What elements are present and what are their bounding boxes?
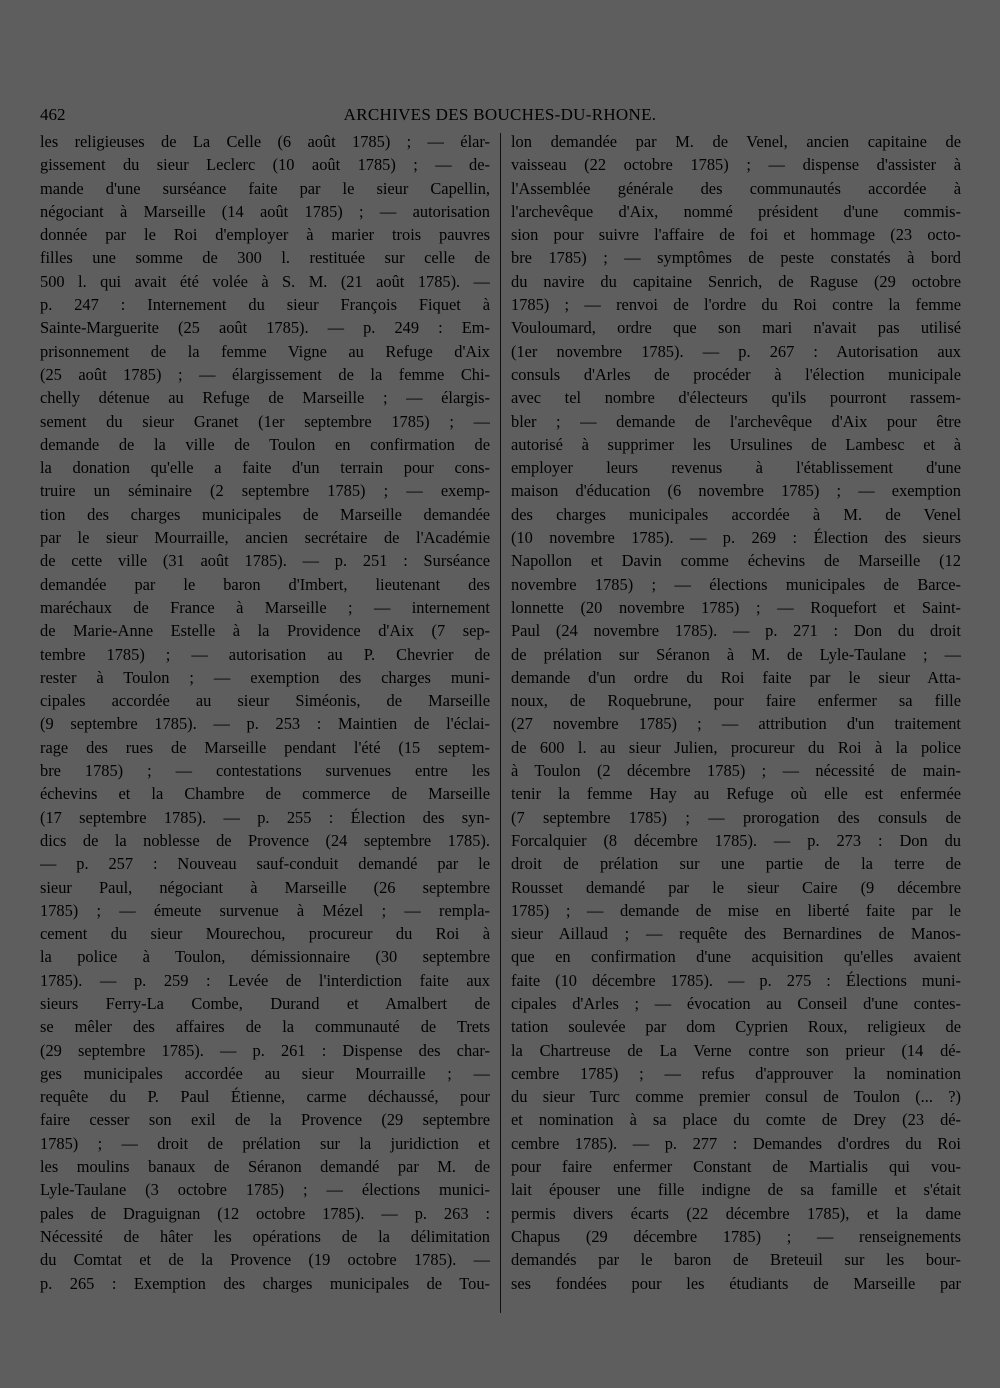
- text-line: gissement du sieur Leclerc (10 août 1785) ; — de-: [40, 155, 490, 175]
- text-line: à Toulon (2 décembre 1785) ; — nécessité de main-: [511, 761, 961, 781]
- text-line: bler ; — demande de l'archevêque d'Aix pour être: [511, 411, 961, 431]
- left-column: [40, 130, 490, 1295]
- text-line: droit de prélation sur une partie de la terre de: [511, 854, 961, 874]
- text-line: rester à Toulon ; — exemption des charges muni-: [40, 667, 490, 687]
- text-line: (1er novembre 1785). — p. 267 : Autorisation aux: [511, 341, 961, 361]
- text-line: demandée par le baron d'Imbert, lieutenant des: [40, 574, 490, 594]
- text-line: cement du sieur Mourechou, procureur du Roi à: [40, 924, 490, 944]
- text-line: cembre 1785) ; — refus d'approuver la nomination: [511, 1063, 961, 1083]
- text-line: truire un séminaire (2 septembre 1785) ; — exemp-: [40, 481, 490, 501]
- text-line: du Comtat et de la Provence (19 octobre 1785). —: [40, 1250, 490, 1270]
- page-header: [0, 101, 1000, 131]
- text-line: la donation qu'elle a faite d'un terrain pour cons-: [40, 458, 490, 478]
- text-line: du navire du capitaine Senrich, de Raguse (29 octobre: [511, 271, 961, 291]
- text-line: mande d'une surséance faite par le sieur Capellin,: [40, 178, 490, 198]
- text-line: (27 novembre 1785) ; — attribution d'un traitement: [511, 714, 961, 734]
- right-column: [511, 130, 961, 1295]
- text-line: pour faire enfermer Constant de Martialis qui vou-: [511, 1157, 961, 1177]
- text-line: ses fondées pour les étudiants de Marseille par: [511, 1273, 961, 1293]
- text-line: maison d'éducation (6 novembre 1785) ; — exemption: [511, 481, 961, 501]
- text-line: 1785) ; — émeute survenue à Mézel ; — rempla-: [40, 900, 490, 920]
- text-line: filles une somme de 300 l. restituée sur celle de: [40, 248, 490, 268]
- text-line: la Chartreuse de La Verne contre son prieur (14 dé-: [511, 1040, 961, 1060]
- text-line: sement du sieur Granet (1er septembre 1785) ; —: [40, 411, 490, 431]
- text-line: échevins et la Chambre de commerce de Marseille: [40, 784, 490, 804]
- text-line: Napollon et Davin comme échevins de Marseille (12: [511, 551, 961, 571]
- text-line: demandés par le baron de Breteuil sur les bour-: [511, 1250, 961, 1270]
- text-line: tation soulevée par dom Cyprien Roux, religieux de: [511, 1017, 961, 1037]
- text-line: permis divers écarts (22 décembre 1785), et la dame: [511, 1203, 961, 1223]
- page-number: 462: [40, 105, 66, 124]
- text-line: Lyle-Taulane (3 octobre 1785) ; — élections munici-: [40, 1180, 490, 1200]
- text-line: Forcalquier (8 décembre 1785). — p. 273 : Don du: [511, 830, 961, 850]
- text-line: faite (10 décembre 1785). — p. 275 : Élections muni-: [511, 970, 961, 990]
- text-line: p. 247 : Internement du sieur François Fiquet à: [40, 295, 490, 315]
- text-line: autorisé à supprimer les Ursulines de Lambesc et à: [511, 434, 961, 454]
- text-line: faire cesser son exil de la Provence (29 septembre: [40, 1110, 490, 1130]
- text-line: lon demandée par M. de Venel, ancien capitaine de: [511, 132, 961, 151]
- text-line: par le sieur Mourraille, ancien secrétaire de l'Académie: [40, 528, 490, 548]
- text-line: 1785) ; — demande de mise en liberté faite par le: [511, 900, 961, 920]
- text-line: p. 265 : Exemption des charges municipales de Tou-: [40, 1273, 490, 1293]
- text-line: les moulins banaux de Séranon demandé par M. de: [40, 1157, 490, 1177]
- text-line: l'archevêque d'Aix, nommé président d'une commis-: [511, 201, 961, 221]
- text-line: donnée par le Roi d'employer à marier trois pauvres: [40, 225, 490, 245]
- text-line: de prélation sur Séranon à M. de Lyle-Taulane ; —: [511, 644, 961, 664]
- text-line: tenir la femme Hay au Refuge où elle est enfermée: [511, 784, 961, 804]
- text-line: et nomination à sa place du comte de Drey (23 dé-: [511, 1110, 961, 1130]
- text-line: Vouloumard, ordre que son mari n'avait pas utilisé: [511, 318, 961, 338]
- text-line: demande d'un ordre du Roi faite par le sieur Atta-: [511, 667, 961, 687]
- text-line: Sainte-Marguerite (25 août 1785). — p. 249 : Em-: [40, 318, 490, 338]
- text-line: rage des rues de Marseille pendant l'été (15 septem-: [40, 737, 490, 757]
- text-line: (29 septembre 1785). — p. 261 : Dispense des char-: [40, 1040, 490, 1060]
- text-line: de Marie-Anne Estelle à la Providence d'Aix (7 sep-: [40, 621, 490, 641]
- text-line: avec tel nombre d'électeurs qu'ils pourront rassem-: [511, 388, 961, 408]
- text-line: la police à Toulon, démissionnaire (30 septembre: [40, 947, 490, 967]
- text-line: sieur Aillaud ; — requête des Bernardines de Manos-: [511, 924, 961, 944]
- text-line: ges municipales accordée au sieur Mourraille ; —: [40, 1063, 490, 1083]
- running-title: ARCHIVES DES BOUCHES-DU-RHONE.: [343, 105, 657, 124]
- column-divider: [500, 133, 501, 1313]
- text-line: (10 novembre 1785). — p. 269 : Élection des sieurs: [511, 528, 961, 548]
- text-line: novembre 1785) ; — élections municipales de Barce-: [511, 574, 961, 594]
- text-line: lonnette (20 novembre 1785) ; — Roquefort et Saint-: [511, 597, 961, 617]
- text-line: 1785). — p. 259 : Levée de l'interdiction faite aux: [40, 970, 490, 990]
- text-line: requête du P. Paul Étienne, carme déchaussé, pour: [40, 1087, 490, 1107]
- text-line: bre 1785) ; — contestations survenues entre les: [40, 761, 490, 781]
- text-line: (7 septembre 1785) ; — prorogation des consuls de: [511, 807, 961, 827]
- text-line: 1785) ; — droit de prélation sur la juridiction et: [40, 1133, 490, 1153]
- text-line: vaisseau (22 octobre 1785) ; — dispense d'assister à: [511, 155, 961, 175]
- text-line: tion des charges municipales de Marseille demandée: [40, 504, 490, 524]
- text-line: négociant à Marseille (14 août 1785) ; — autorisation: [40, 201, 490, 221]
- text-line: consuls d'Arles de procéder à l'élection municipale: [511, 364, 961, 384]
- text-line: sion pour suivre l'affaire de foi et hommage (23 octo-: [511, 225, 961, 245]
- text-line: Chapus (29 décembre 1785) ; — renseignements: [511, 1226, 961, 1246]
- text-line: noux, de Roquebrune, pour faire enfermer sa fille: [511, 691, 961, 711]
- text-line: tembre 1785) ; — autorisation au P. Chevrier de: [40, 644, 490, 664]
- text-line: sieurs Ferry-La Combe, Durand et Amalbert de: [40, 993, 490, 1013]
- text-line: employer leurs revenus à l'établissement d'une: [511, 458, 961, 478]
- text-line: sieur Paul, négociant à Marseille (26 septembre: [40, 877, 490, 897]
- text-line: que en confirmation d'une acquisition qu'elles avaient: [511, 947, 961, 967]
- text-line: de 600 l. au sieur Julien, procureur du Roi à la police: [511, 737, 961, 757]
- text-line: pales de Draguignan (12 octobre 1785). — p. 263 :: [40, 1203, 490, 1223]
- text-line: (9 septembre 1785). — p. 253 : Maintien de l'éclai-: [40, 714, 490, 734]
- text-line: (17 septembre 1785). — p. 255 : Élection des syn-: [40, 807, 490, 827]
- text-line: Nécessité de hâter les opérations de la délimitation: [40, 1226, 490, 1246]
- text-line: cipales d'Arles ; — évocation au Conseil d'une contes-: [511, 993, 961, 1013]
- text-line: les religieuses de La Celle (6 août 1785) ; — élar-: [40, 132, 490, 151]
- text-line: bre 1785) ; — symptômes de peste constatés à bord: [511, 248, 961, 268]
- text-line: des charges municipales accordée à M. de Venel: [511, 504, 961, 524]
- text-line: se mêler des affaires de la communauté de Trets: [40, 1017, 490, 1037]
- text-line: chelly détenue au Refuge de Marseille ; — élargis-: [40, 388, 490, 408]
- text-line: maréchaux de France à Marseille ; — internement: [40, 597, 490, 617]
- text-line: cembre 1785). — p. 277 : Demandes d'ordres du Roi: [511, 1133, 961, 1153]
- text-line: Paul (24 novembre 1785). — p. 271 : Don du droit: [511, 621, 961, 641]
- text-line: — p. 257 : Nouveau sauf-conduit demandé par le: [40, 854, 490, 874]
- text-line: demande de la ville de Toulon en confirmation de: [40, 434, 490, 454]
- text-line: lait épouser une fille indigne de sa famille et s'était: [511, 1180, 961, 1200]
- text-line: 1785) ; — renvoi de l'ordre du Roi contre la femme: [511, 295, 961, 315]
- text-line: (25 août 1785) ; — élargissement de la femme Chi-: [40, 364, 490, 384]
- text-line: cipales accordée au sieur Siméonis, de Marseille: [40, 691, 490, 711]
- text-line: 500 l. qui avait été volée à S. M. (21 août 1785). —: [40, 271, 490, 291]
- text-line: prisonnement de la femme Vigne au Refuge d'Aix: [40, 341, 490, 361]
- text-line: de cette ville (31 août 1785). — p. 251 : Surséance: [40, 551, 490, 571]
- text-line: du sieur Turc comme premier consul de Toulon (... ?): [511, 1087, 961, 1107]
- text-line: Rousset demandé par le sieur Caire (9 décembre: [511, 877, 961, 897]
- text-line: l'Assemblée générale des communautés accordée à: [511, 178, 961, 198]
- text-line: dics de la noblesse de Provence (24 septembre 1785).: [40, 830, 490, 850]
